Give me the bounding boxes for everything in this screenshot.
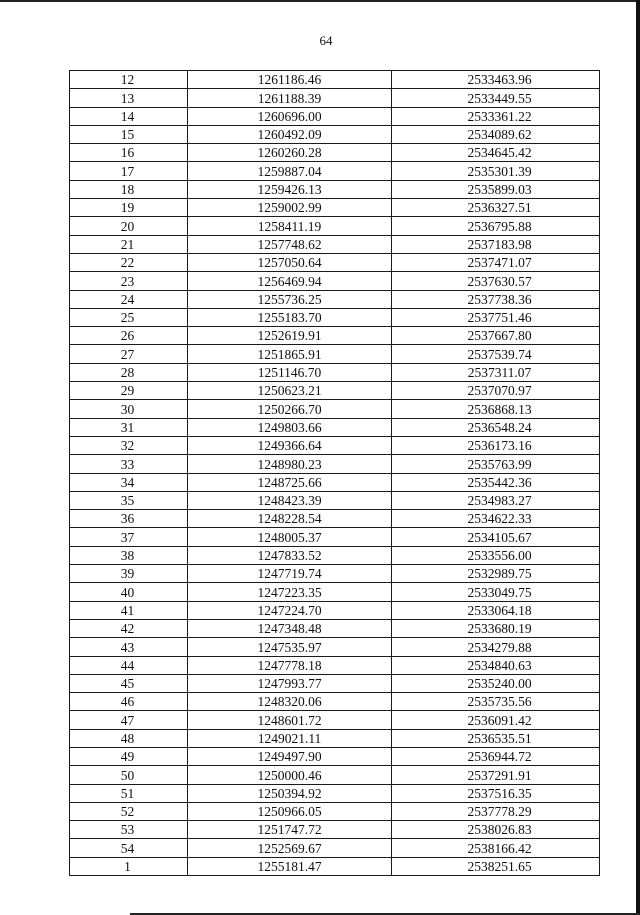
x-coordinate-cell: 1259887.04 [188, 162, 392, 180]
point-number-cell: 27 [70, 345, 188, 363]
y-coordinate-cell: 2533361.22 [392, 107, 600, 125]
point-number-cell: 19 [70, 199, 188, 217]
table-row [70, 180, 600, 198]
point-number-cell: 53 [70, 821, 188, 839]
table-row [70, 290, 600, 308]
y-coordinate-cell: 2537516.35 [392, 784, 600, 802]
y-coordinate-cell: 2537311.07 [392, 363, 600, 381]
x-coordinate-cell: 1249803.66 [188, 418, 392, 436]
table-row [70, 766, 600, 784]
x-coordinate-cell: 1252619.91 [188, 327, 392, 345]
point-number-cell: 31 [70, 418, 188, 436]
x-coordinate-cell: 1261188.39 [188, 89, 392, 107]
y-coordinate-cell: 2536173.16 [392, 436, 600, 454]
point-number-cell: 38 [70, 546, 188, 564]
y-coordinate-cell: 2534105.67 [392, 528, 600, 546]
point-number-cell: 50 [70, 766, 188, 784]
point-number-cell: 36 [70, 510, 188, 528]
point-number-cell: 29 [70, 382, 188, 400]
x-coordinate-cell: 1260696.00 [188, 107, 392, 125]
table-row [70, 382, 600, 400]
y-coordinate-cell: 2537667.80 [392, 327, 600, 345]
y-coordinate-cell: 2536868.13 [392, 400, 600, 418]
table-row [70, 802, 600, 820]
table-row [70, 455, 600, 473]
table-row [70, 583, 600, 601]
table-row [70, 821, 600, 839]
table-row [70, 107, 600, 125]
point-number-cell: 42 [70, 619, 188, 637]
point-number-cell: 26 [70, 327, 188, 345]
table-row [70, 327, 600, 345]
scan-edge-top [0, 0, 640, 2]
table-row [70, 656, 600, 674]
coordinates-table-body [70, 71, 600, 876]
point-number-cell: 39 [70, 565, 188, 583]
point-number-cell: 20 [70, 217, 188, 235]
y-coordinate-cell: 2533449.55 [392, 89, 600, 107]
point-number-cell: 54 [70, 839, 188, 857]
point-number-cell: 41 [70, 601, 188, 619]
x-coordinate-cell: 1250000.46 [188, 766, 392, 784]
x-coordinate-cell: 1256469.94 [188, 272, 392, 290]
point-number-cell: 17 [70, 162, 188, 180]
x-coordinate-cell: 1247833.52 [188, 546, 392, 564]
x-coordinate-cell: 1247719.74 [188, 565, 392, 583]
point-number-cell: 21 [70, 235, 188, 253]
point-number-cell: 12 [70, 71, 188, 89]
table-row [70, 217, 600, 235]
table-row [70, 857, 600, 875]
table-row [70, 345, 600, 363]
x-coordinate-cell: 1251146.70 [188, 363, 392, 381]
x-coordinate-cell: 1248320.06 [188, 693, 392, 711]
scan-edge-right [636, 0, 640, 915]
y-coordinate-cell: 2534645.42 [392, 144, 600, 162]
table-row [70, 711, 600, 729]
table-row [70, 144, 600, 162]
point-number-cell: 47 [70, 711, 188, 729]
point-number-cell: 35 [70, 491, 188, 509]
table-row [70, 418, 600, 436]
point-number-cell: 43 [70, 638, 188, 656]
y-coordinate-cell: 2535899.03 [392, 180, 600, 198]
y-coordinate-cell: 2533463.96 [392, 71, 600, 89]
point-number-cell: 30 [70, 400, 188, 418]
table-row [70, 473, 600, 491]
table-row [70, 272, 600, 290]
x-coordinate-cell: 1251865.91 [188, 345, 392, 363]
table-row [70, 674, 600, 692]
point-number-cell: 16 [70, 144, 188, 162]
table-row [70, 784, 600, 802]
point-number-cell: 23 [70, 272, 188, 290]
table-row [70, 693, 600, 711]
point-number-cell: 1 [70, 857, 188, 875]
table-row [70, 839, 600, 857]
table-row [70, 363, 600, 381]
y-coordinate-cell: 2536548.24 [392, 418, 600, 436]
x-coordinate-cell: 1249497.90 [188, 747, 392, 765]
point-number-cell: 13 [70, 89, 188, 107]
x-coordinate-cell: 1248601.72 [188, 711, 392, 729]
y-coordinate-cell: 2535763.99 [392, 455, 600, 473]
x-coordinate-cell: 1247535.97 [188, 638, 392, 656]
point-number-cell: 33 [70, 455, 188, 473]
x-coordinate-cell: 1247993.77 [188, 674, 392, 692]
x-coordinate-cell: 1249021.11 [188, 729, 392, 747]
table-row [70, 199, 600, 217]
x-coordinate-cell: 1249366.64 [188, 436, 392, 454]
table-row [70, 400, 600, 418]
y-coordinate-cell: 2538251.65 [392, 857, 600, 875]
table-row [70, 436, 600, 454]
x-coordinate-cell: 1248980.23 [188, 455, 392, 473]
table-row [70, 308, 600, 326]
point-number-cell: 32 [70, 436, 188, 454]
table-row [70, 253, 600, 271]
x-coordinate-cell: 1259426.13 [188, 180, 392, 198]
y-coordinate-cell: 2537070.97 [392, 382, 600, 400]
x-coordinate-cell: 1247224.70 [188, 601, 392, 619]
x-coordinate-cell: 1248423.39 [188, 491, 392, 509]
page-number: 64 [319, 33, 333, 48]
point-number-cell: 15 [70, 125, 188, 143]
point-number-cell: 44 [70, 656, 188, 674]
x-coordinate-cell: 1252569.67 [188, 839, 392, 857]
table-row [70, 71, 600, 89]
point-number-cell: 22 [70, 253, 188, 271]
y-coordinate-cell: 2532989.75 [392, 565, 600, 583]
x-coordinate-cell: 1255736.25 [188, 290, 392, 308]
x-coordinate-cell: 1260260.28 [188, 144, 392, 162]
y-coordinate-cell: 2536535.51 [392, 729, 600, 747]
point-number-cell: 46 [70, 693, 188, 711]
x-coordinate-cell: 1247778.18 [188, 656, 392, 674]
table-row [70, 565, 600, 583]
y-coordinate-cell: 2536795.88 [392, 217, 600, 235]
y-coordinate-cell: 2534840.63 [392, 656, 600, 674]
x-coordinate-cell: 1255183.70 [188, 308, 392, 326]
x-coordinate-cell: 1260492.09 [188, 125, 392, 143]
table-row [70, 619, 600, 637]
y-coordinate-cell: 2537630.57 [392, 272, 600, 290]
y-coordinate-cell: 2535442.36 [392, 473, 600, 491]
y-coordinate-cell: 2536944.72 [392, 747, 600, 765]
table-row [70, 89, 600, 107]
point-number-cell: 52 [70, 802, 188, 820]
y-coordinate-cell: 2537539.74 [392, 345, 600, 363]
x-coordinate-cell: 1257050.64 [188, 253, 392, 271]
y-coordinate-cell: 2537778.29 [392, 802, 600, 820]
x-coordinate-cell: 1250966.05 [188, 802, 392, 820]
x-coordinate-cell: 1250394.92 [188, 784, 392, 802]
y-coordinate-cell: 2538166.42 [392, 839, 600, 857]
table-row [70, 491, 600, 509]
table-row [70, 638, 600, 656]
table-row [70, 729, 600, 747]
table-row [70, 162, 600, 180]
y-coordinate-cell: 2534279.88 [392, 638, 600, 656]
point-number-cell: 40 [70, 583, 188, 601]
y-coordinate-cell: 2535301.39 [392, 162, 600, 180]
point-number-cell: 51 [70, 784, 188, 802]
y-coordinate-cell: 2533556.00 [392, 546, 600, 564]
y-coordinate-cell: 2537751.46 [392, 308, 600, 326]
x-coordinate-cell: 1248228.54 [188, 510, 392, 528]
x-coordinate-cell: 1259002.99 [188, 199, 392, 217]
table-row [70, 546, 600, 564]
coordinates-table [69, 70, 600, 876]
point-number-cell: 14 [70, 107, 188, 125]
x-coordinate-cell: 1248005.37 [188, 528, 392, 546]
y-coordinate-cell: 2534983.27 [392, 491, 600, 509]
y-coordinate-cell: 2534622.33 [392, 510, 600, 528]
x-coordinate-cell: 1247223.35 [188, 583, 392, 601]
x-coordinate-cell: 1250266.70 [188, 400, 392, 418]
point-number-cell: 48 [70, 729, 188, 747]
table-row [70, 601, 600, 619]
x-coordinate-cell: 1247348.48 [188, 619, 392, 637]
point-number-cell: 49 [70, 747, 188, 765]
point-number-cell: 25 [70, 308, 188, 326]
table-row [70, 528, 600, 546]
y-coordinate-cell: 2537738.36 [392, 290, 600, 308]
y-coordinate-cell: 2536091.42 [392, 711, 600, 729]
point-number-cell: 18 [70, 180, 188, 198]
point-number-cell: 37 [70, 528, 188, 546]
point-number-cell: 34 [70, 473, 188, 491]
x-coordinate-cell: 1261186.46 [188, 71, 392, 89]
y-coordinate-cell: 2535735.56 [392, 693, 600, 711]
table-row [70, 235, 600, 253]
x-coordinate-cell: 1251747.72 [188, 821, 392, 839]
y-coordinate-cell: 2537183.98 [392, 235, 600, 253]
x-coordinate-cell: 1255181.47 [188, 857, 392, 875]
x-coordinate-cell: 1248725.66 [188, 473, 392, 491]
y-coordinate-cell: 2536327.51 [392, 199, 600, 217]
table-row [70, 747, 600, 765]
point-number-cell: 45 [70, 674, 188, 692]
x-coordinate-cell: 1250623.21 [188, 382, 392, 400]
y-coordinate-cell: 2537471.07 [392, 253, 600, 271]
y-coordinate-cell: 2534089.62 [392, 125, 600, 143]
y-coordinate-cell: 2535240.00 [392, 674, 600, 692]
x-coordinate-cell: 1257748.62 [188, 235, 392, 253]
table-row [70, 510, 600, 528]
point-number-cell: 24 [70, 290, 188, 308]
y-coordinate-cell: 2533064.18 [392, 601, 600, 619]
y-coordinate-cell: 2533049.75 [392, 583, 600, 601]
table-row [70, 125, 600, 143]
y-coordinate-cell: 2538026.83 [392, 821, 600, 839]
point-number-cell: 28 [70, 363, 188, 381]
y-coordinate-cell: 2537291.91 [392, 766, 600, 784]
y-coordinate-cell: 2533680.19 [392, 619, 600, 637]
x-coordinate-cell: 1258411.19 [188, 217, 392, 235]
